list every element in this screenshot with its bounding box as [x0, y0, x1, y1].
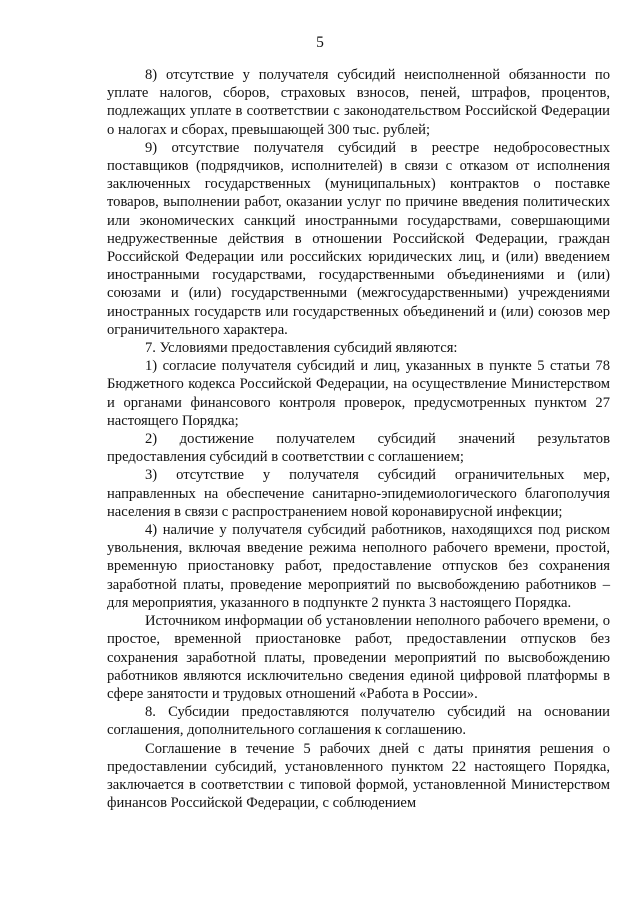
paragraph-information-source: Источником информации об установлении неполного рабочего времени, о простое, временной приостановке работ, предоставлении отпусков без сохранения заработной платы, проведении мероприятий по высвобождению работников являются исключительно сведения единой цифровой платформы в сфере занятости и трудовых отношений «Работа в России». [107, 613, 610, 702]
paragraph-agreement: Соглашение в течение 5 рабочих дней с даты принятия решения о предоставлении субсидий, установленного пунктом 22 настоящего Порядка, заключается в соответствии с типовой формой, установленной Министерством финансов Российской Федерации, с соблюдением [107, 740, 610, 812]
paragraph-condition-3: 3) отсутствие у получателя субсидий ограничительных мер, направленных на обеспечение санитарно-эпидемиологического благополучия населения в связи с распространением новой коронавирусной инфекции; [107, 467, 610, 520]
paragraph-item-9: 9) отсутствие получателя субсидий в реестре недобросовестных поставщиков (подрядчиков, исполнителей) в связи с отказом от исполнения заключенных государственных (муниципальных) контрактов о поставке товаров, выполнении работ, оказании услуг по причине введения политических или экономических санкций иностранными государствами, совершающими недружественные действия в отношении Российской Федерации, граждан Российской Федерации или российских юридических лиц, и (или) введением иностранными государствами, государственными объединениями и (или) союзами и (или) государственными (межгосударственными) учреждениями иностранных государств или государственных объединений и (или) союзов мер ограничительного характера. [107, 139, 610, 338]
paragraph-section-8: 8. Субсидии предоставляются получателю субсидий на основании соглашения, дополнительного соглашения к соглашению. [107, 704, 610, 739]
page-number: 5 [316, 34, 324, 51]
paragraph-item-8: 8) отсутствие у получателя субсидий неисполненной обязанности по уплате налогов, сборов, страховых взносов, пеней, штрафов, процентов, подлежащих уплате в соответствии с законодательством Российской Федерации о налогах и сборах, превышающей 300 тыс. рублей; [107, 67, 610, 138]
document-body [107, 66, 610, 812]
paragraph-condition-4: 4) наличие у получателя субсидий работников, находящихся под риском увольнения, включая введение режима неполного рабочего времени, простой, временную приостановку работ, предоставление отпусков без сохранения заработной платы, проведение мероприятий по высвобождению работников – для мероприятия, указанного в подпункте 2 пункта 3 настоящего Порядка. [107, 522, 610, 611]
paragraph-condition-1: 1) согласие получателя субсидий и лиц, указанных в пункте 5 статьи 78 Бюджетного кодекса Российской Федерации, на осуществление Министерством и органами финансового контроля проверок, предусмотренных пунктом 27 настоящего Порядка; [107, 358, 610, 429]
paragraph-section-7: 7. Условиями предоставления субсидий являются: [145, 340, 458, 357]
paragraph-condition-2: 2) достижение получателем субсидий значений результатов предоставления субсидий в соответствии с соглашением; [107, 431, 610, 466]
